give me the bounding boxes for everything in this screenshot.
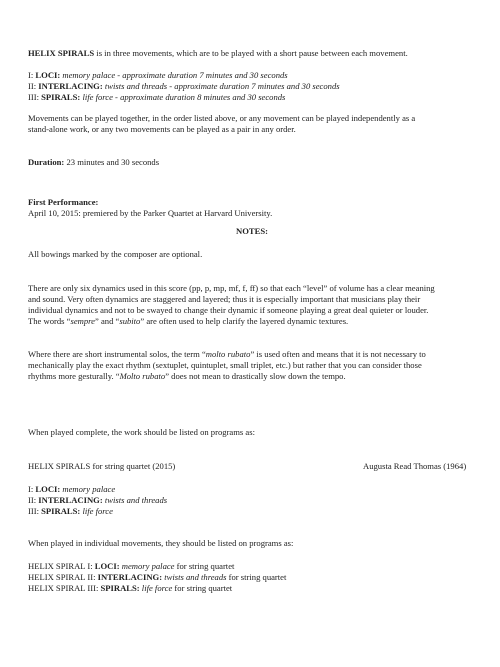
movement-item: II: INTERLACING: twists and threads (28, 495, 168, 505)
movement-item: III: SPIRALS: life force (28, 506, 113, 516)
complete-listing-intro: When played complete, the work should be listed on programs as: (28, 427, 255, 437)
movement-item: HELIX SPIRAL III: SPIRALS: life force for string quartet (28, 583, 233, 593)
duration-line: Duration: 23 minutes and 30 seconds (28, 157, 160, 167)
intro-text: is in three movements, which are to be played with a short pause between each movement. (94, 48, 408, 58)
movement-item: HELIX SPIRAL II: INTERLACING: twists and threads for string quartet (28, 572, 287, 582)
complete-work-line (28, 461, 476, 472)
rubato-paragraph: Where there are short instrumental solos, the term “molto rubato” is used often and means that it is not necessary to mechanically play the exact rhythm (sextuplet, quintuplet, small triplet, etc.) but rather that you can consider those rhythms more gesturally. “Molto rubato” does not mean to drastically slow down the tempo. (28, 349, 426, 381)
movements-list (28, 70, 476, 103)
individual-listing-intro: When played in individual movements, they should be listed on programs as: (28, 538, 294, 548)
movement-item: I: LOCI: memory palace - approximate duration 7 minutes and 30 seconds (28, 70, 288, 80)
notes-heading: NOTES: (236, 226, 268, 236)
dynamics-paragraph: There are only six dynamics used in this score (pp, p, mp, mf, f, ff) so that each “level” of volume has a clear meaning and sound. Very often dynamics are staggered and layered; thus it is especially important that musicians play their individual dynamics and not to be swayed to change their dynamic if someone playing a great deal quieter or louder. The words “sempre” and “subito” are often used to help clarify the layered dynamic textures. (28, 283, 435, 326)
play-order-paragraph: Movements can be played together, in the order listed above, or any movement can be played independently as a stand-alone work, or any two movements can be played as a pair in any order. (28, 113, 416, 134)
movement-item: II: INTERLACING: twists and threads - approximate duration 7 minutes and 30 seconds (28, 81, 340, 91)
first-performance: First Performance: April 10, 2015: premiered by the Parker Quartet at Harvard University. (28, 197, 273, 218)
work-title: HELIX SPIRALS (28, 48, 95, 58)
movement-item: III: SPIRALS: life force - approximate duration 8 minutes and 30 seconds (28, 92, 286, 102)
individual-movements-list (28, 561, 476, 594)
movement-item: I: LOCI: memory palace (28, 484, 116, 494)
movement-item: HELIX SPIRAL I: LOCI: memory palace for string quartet (28, 561, 235, 571)
bowings-note: All bowings marked by the composer are optional. (28, 249, 203, 259)
composer-credit: Augusta Read Thomas (1964) (363, 461, 467, 471)
intro-paragraph (28, 48, 476, 59)
complete-movements-list (28, 484, 476, 517)
work-credit: HELIX SPIRALS for string quartet (2015) (28, 461, 176, 471)
